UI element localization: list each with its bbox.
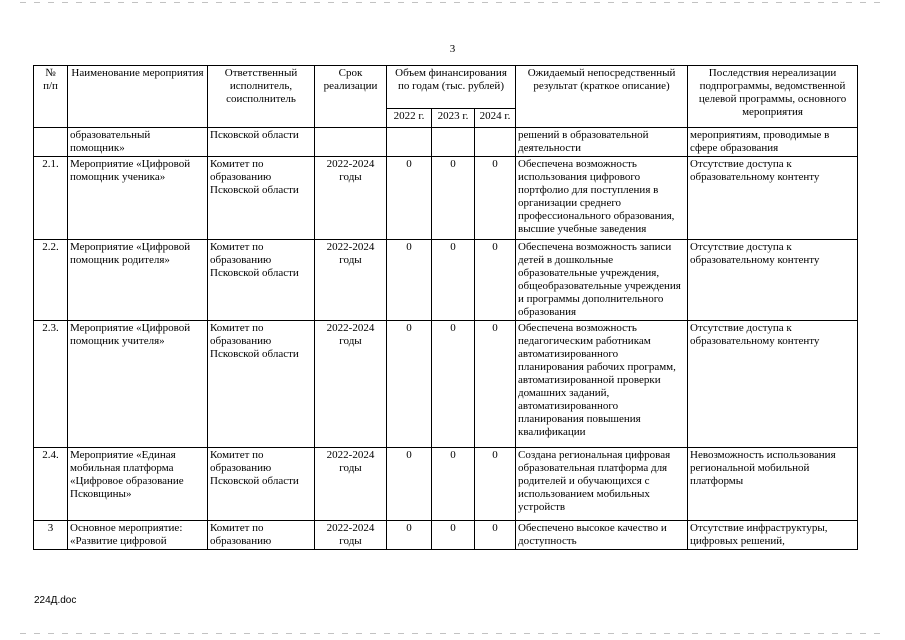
row-term: 2022-2024 годы [315, 157, 387, 240]
table-row [34, 521, 858, 550]
row-2023: 0 [432, 448, 475, 521]
row-name: Основное мероприятие: «Развитие цифровой [68, 521, 208, 550]
row-name: Мероприятие «Цифровой помощник родителя» [68, 240, 208, 321]
row-2024: 0 [475, 321, 516, 448]
row-2022: 0 [387, 321, 432, 448]
header-funding: Объем финансирования по годам (тыс. рублей) [387, 66, 516, 109]
table-row [34, 128, 858, 157]
row-2023: 0 [432, 157, 475, 240]
row-2024 [475, 128, 516, 157]
row-name: Мероприятие «Цифровой помощник учителя» [68, 321, 208, 448]
row-name: образовательный помощник» [68, 128, 208, 157]
row-num: 2.2. [34, 240, 68, 321]
row-consequence: Отсутствие доступа к образовательному контенту [688, 321, 858, 448]
program-table [33, 65, 858, 550]
row-num: 2.3. [34, 321, 68, 448]
row-executor: Псковской области [208, 128, 315, 157]
row-2022: 0 [387, 448, 432, 521]
header-year-2024: 2024 г. [475, 109, 516, 128]
row-2024: 0 [475, 448, 516, 521]
row-2022: 0 [387, 157, 432, 240]
row-num [34, 128, 68, 157]
row-2023: 0 [432, 321, 475, 448]
row-2023: 0 [432, 240, 475, 321]
scan-artifact-top [20, 2, 885, 3]
row-2023: 0 [432, 521, 475, 550]
row-2022: 0 [387, 240, 432, 321]
table-row [34, 157, 858, 240]
row-2024: 0 [475, 240, 516, 321]
row-2022: 0 [387, 521, 432, 550]
header-result: Ожидаемый непосредственный результат (краткое описание) [516, 66, 688, 128]
row-executor: Комитет по образованию Псковской области [208, 448, 315, 521]
row-2024: 0 [475, 157, 516, 240]
header-row-1 [34, 66, 858, 109]
header-executor: Ответственный исполнитель, соисполнитель [208, 66, 315, 128]
row-result: Обеспечена возможность записи детей в дошкольные образовательные учреждения, общеобразовательные учреждения и программы дополнительного образования [516, 240, 688, 321]
row-consequence: Отсутствие доступа к образовательному контенту [688, 240, 858, 321]
row-consequence: Отсутствие доступа к образовательному контенту [688, 157, 858, 240]
row-term: 2022-2024 годы [315, 448, 387, 521]
row-term: 2022-2024 годы [315, 521, 387, 550]
document-filename: 224Д.doc [34, 595, 77, 606]
row-result: Создана региональная цифровая образовательная платформа для родителей и обучающихся с использованием мобильных устройств [516, 448, 688, 521]
header-name: Наименование мероприятия [68, 66, 208, 128]
row-num: 2.4. [34, 448, 68, 521]
row-result: Обеспечено высокое качество и доступность [516, 521, 688, 550]
header-consequence: Последствия нереализации подпрограммы, ведомственной целевой программы, основного мероприятия [688, 66, 858, 128]
row-consequence: Невозможность использования региональной мобильной платформы [688, 448, 858, 521]
row-executor: Комитет по образованию Псковской области [208, 321, 315, 448]
header-year-2022: 2022 г. [387, 109, 432, 128]
row-executor: Комитет по образованию [208, 521, 315, 550]
row-result: решений в образовательной деятельности [516, 128, 688, 157]
page-number: 3 [449, 43, 456, 55]
header-year-2023: 2023 г. [432, 109, 475, 128]
header-num: № п/п [34, 66, 68, 128]
row-term: 2022-2024 годы [315, 321, 387, 448]
row-num: 2.1. [34, 157, 68, 240]
row-executor: Комитет по образованию Псковской области [208, 240, 315, 321]
row-consequence: Отсутствие инфраструктуры, цифровых решений, [688, 521, 858, 550]
row-2024: 0 [475, 521, 516, 550]
header-term: Срок реализации [315, 66, 387, 128]
row-consequence: мероприятиям, проводимые в сфере образования [688, 128, 858, 157]
row-name: Мероприятие «Единая мобильная платформа «Цифровое образование Псковщины» [68, 448, 208, 521]
row-term [315, 128, 387, 157]
row-executor: Комитет по образованию Псковской области [208, 157, 315, 240]
row-result: Обеспечена возможность педагогическим работникам автоматизированного планирования рабочих программ, автоматизированной проверки домашних заданий, автоматизированного планирования повышения квалификации [516, 321, 688, 448]
table-row [34, 240, 858, 321]
row-2022 [387, 128, 432, 157]
row-result: Обеспечена возможность использования цифрового портфолио для поступления в организации среднего профессионального образования, высшие учебные заведения [516, 157, 688, 240]
table-row [34, 448, 858, 521]
row-name: Мероприятие «Цифровой помощник ученика» [68, 157, 208, 240]
table-row [34, 321, 858, 448]
row-2023 [432, 128, 475, 157]
row-term: 2022-2024 годы [315, 240, 387, 321]
scan-artifact-bottom [20, 633, 885, 634]
row-num: 3 [34, 521, 68, 550]
